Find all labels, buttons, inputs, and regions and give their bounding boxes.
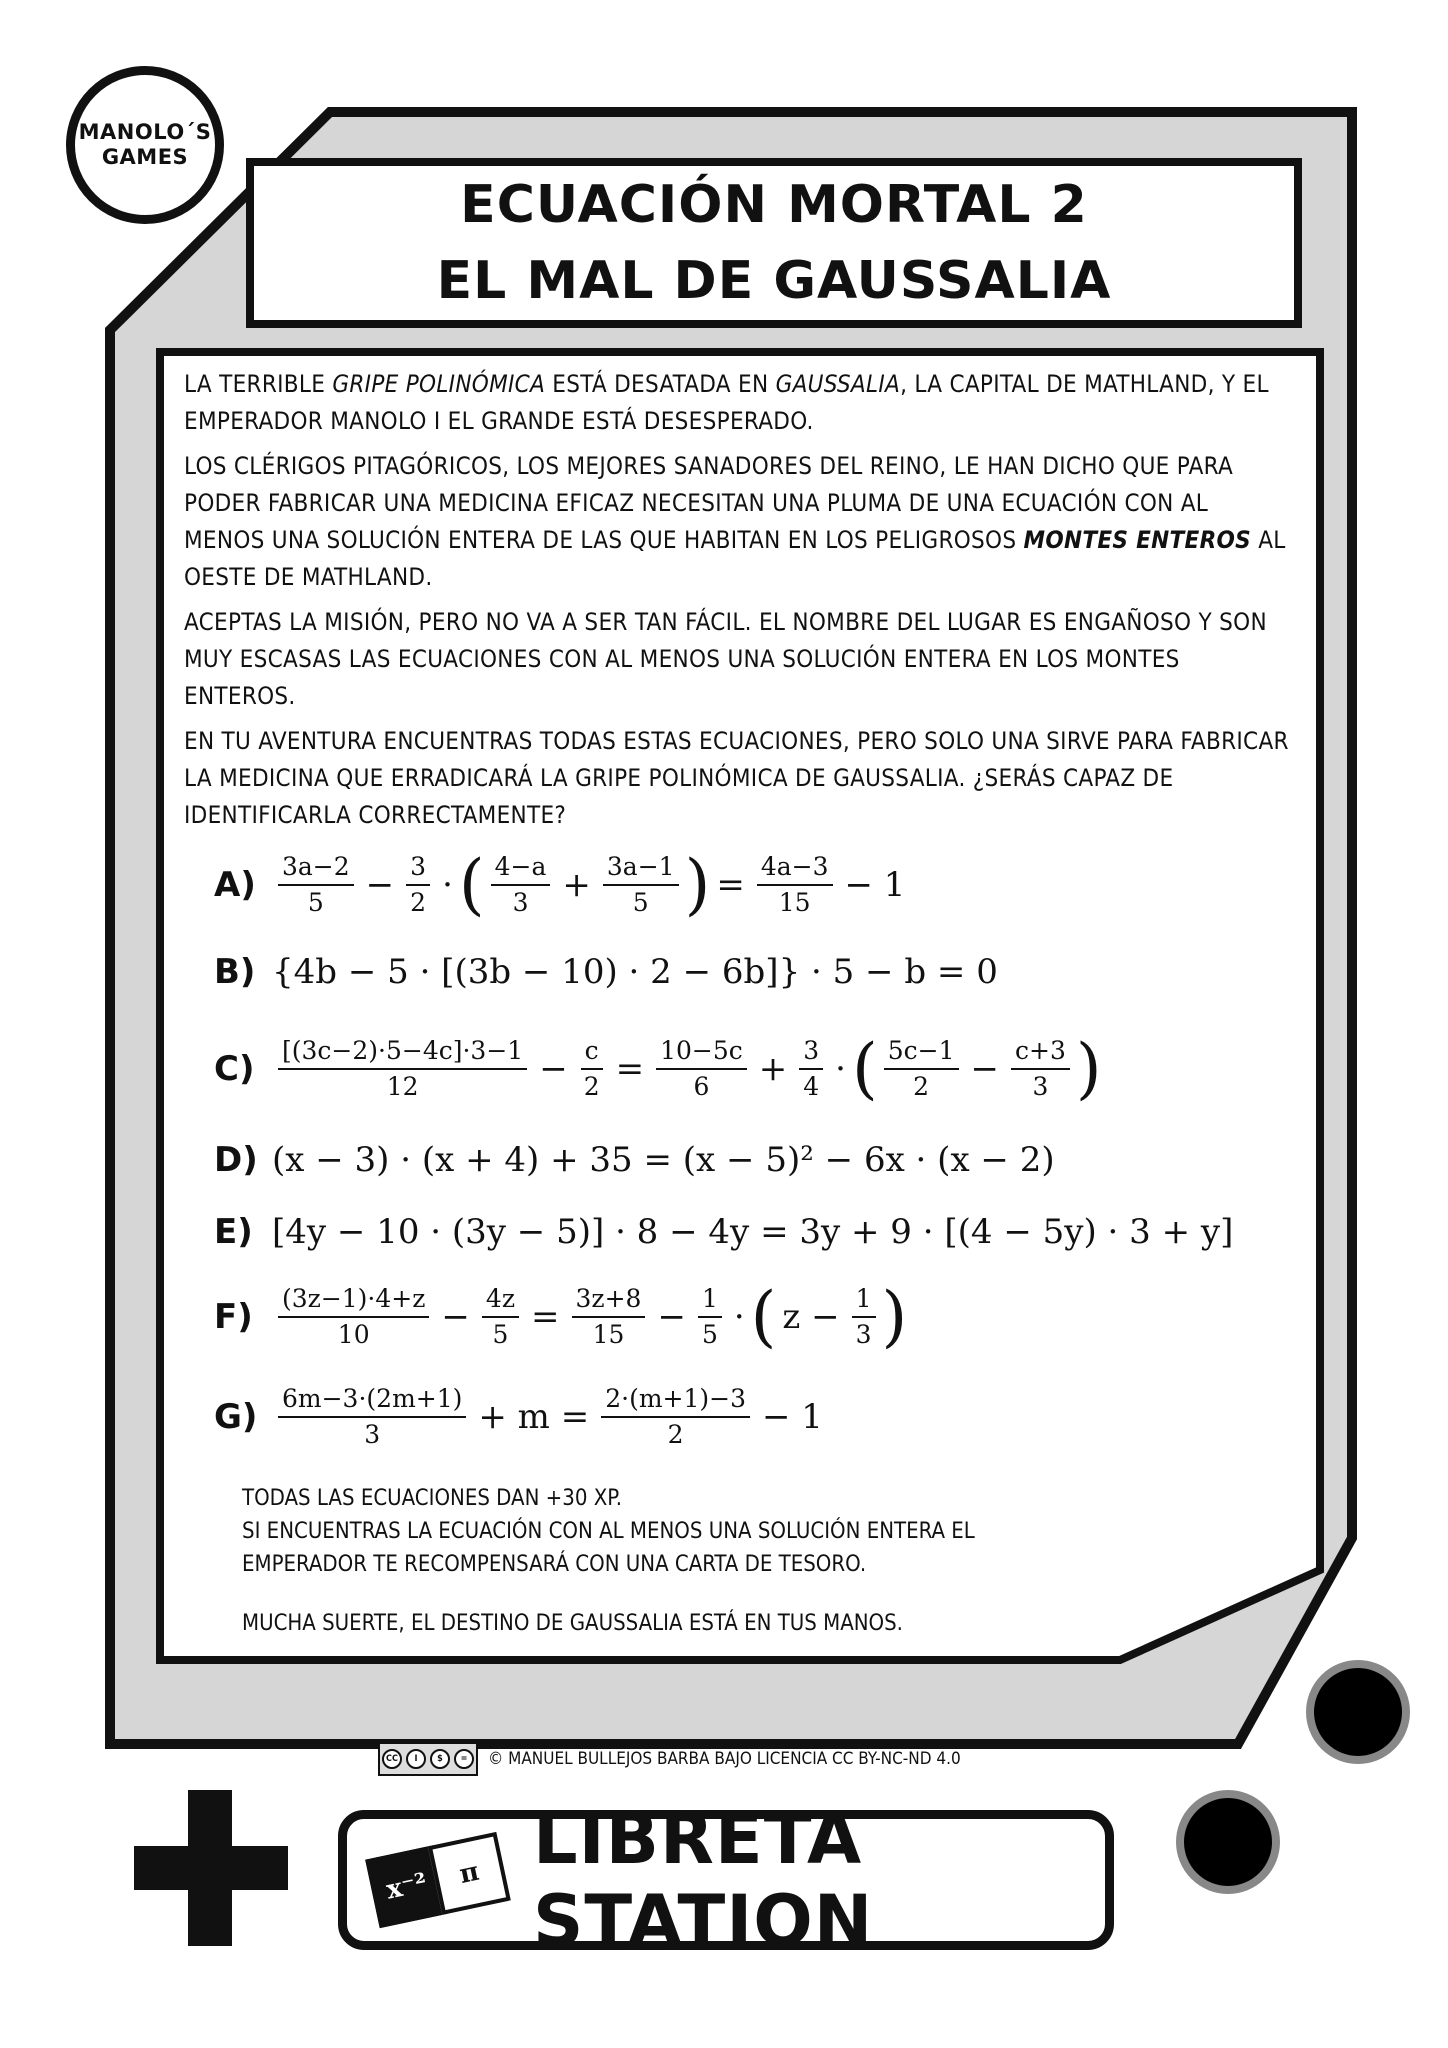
equation-e: E) [4y − 10 · (3y − 5)] · 8 − 4y = 3y + 9 · [(4 − 5y) · 3 + y] xyxy=(214,1212,1234,1252)
title-box xyxy=(246,158,1302,328)
dice-icon-2: π xyxy=(428,1832,511,1915)
manolos-games-logo xyxy=(66,66,224,224)
libreta-station-title: LIBRETA STATION xyxy=(533,1798,874,1962)
equation-d: D) (x − 3) · (x + 4) + 35 = (x − 5)² − 6x · (x − 2) xyxy=(214,1140,1055,1180)
note-reward: SI ENCUENTRAS LA ECUACIÓN CON AL MENOS UNA SOLUCIÓN ENTERA EL EMPERADOR TE RECOMPENSARÁ CON UNA CARTA DE TESORO. xyxy=(242,1519,975,1577)
logo-line-1: MANOLO´S xyxy=(78,120,212,144)
license-text: © MANUEL BULLEJOS BARBA BAJO LICENCIA CC BY-NC-ND 4.0 xyxy=(488,1749,961,1769)
story-paragraph-2: LOS CLÉRIGOS PITAGÓRICOS, LOS MEJORES SANADORES DEL REINO, LE HAN DICHO QUE PARA PODER FABRICAR UNA MEDICINA EFICAZ NECESITAN UNA PLUMA DE UNA ECUACIÓN CON AL MENOS UNA SOLUCIÓN ENTERA DE LAS QUE HABITAN EN LOS PELIGROSOS MONTES ENTEROS AL OESTE DE MATHLAND. xyxy=(184,452,1286,591)
story-paragraph-3: ACEPTAS LA MISIÓN, PERO NO VA A SER TAN FÁCIL. EL NOMBRE DEL LUGAR ES ENGAÑOSO Y SON MUY ESCASAS LAS ECUACIONES CON AL MENOS UNA SOLUCIÓN ENTERA EN LOS MONTES ENTEROS. xyxy=(184,608,1267,710)
logo-line-2: GAMES xyxy=(101,145,189,169)
content-box xyxy=(160,352,1320,1660)
note-luck: MUCHA SUERTE, EL DESTINO DE GAUSSALIA ESTÁ EN TUS MANOS. xyxy=(242,1611,903,1636)
equation-g: G) $\frac{6m-3\cdot(2m+1)}{3}$ + m = $\frac{2\cdot(m+1)-3}{2}$ − 1 xyxy=(214,1384,823,1449)
license-line xyxy=(378,1742,961,1776)
equation-a: A) $\frac{3a-2}{5}$ − $\frac{3}{2}$ · ( $\frac{4-a}{3}$ + $\frac{3a-1}{5}$ ) = $\frac{4a-3}{15}$ − 1 xyxy=(214,846,906,923)
story-text xyxy=(184,366,1294,842)
reward-notes xyxy=(242,1482,1102,1640)
story-paragraph-4: EN TU AVENTURA ENCUENTRAS TODAS ESTAS ECUACIONES, PERO SOLO UNA SIRVE PARA FABRICAR LA MEDICINA QUE ERRADICARÁ LA GRIPE POLINÓMICA DE GAUSSALIA. ¿SERÁS CAPAZ DE IDENTIFICARLA CORRECTAMENTE? xyxy=(184,727,1289,829)
cc-license-icon: CC I $ = xyxy=(378,1742,478,1776)
equation-f: F) $\frac{(3z-1)\cdot 4+z}{10}$ − $\frac{4z}{5}$ = $\frac{3z+8}{15}$ − $\frac{1}{5}$ · ( z − $\frac{1}{3}$ ) xyxy=(214,1278,908,1355)
title-line-1: ECUACIÓN MORTAL 2 xyxy=(460,175,1088,235)
title-line-2: EL MAL DE GAUSSALIA xyxy=(436,251,1112,311)
equation-c: C) $\frac{[(3c-2)\cdot 5-4c]\cdot 3-1}{12}$ − $\frac{c}{2}$ = $\frac{10-5c}{6}$ + $\frac{3}{4}$ · ( $\frac{5c-1}{2}$ − $\frac{c+3}{3}$ ) xyxy=(214,1030,1102,1107)
dice-icon: x⁻² xyxy=(365,1845,448,1928)
note-xp: TODAS LAS ECUACIONES DAN +30 XP. xyxy=(242,1486,623,1511)
story-paragraph-1: LA TERRIBLE GRIPE POLINÓMICA ESTÁ DESATADA EN GAUSSALIA, LA CAPITAL DE MATHLAND, Y EL EMPERADOR MANOLO I EL GRANDE ESTÁ DESESPERADO. xyxy=(184,370,1269,435)
equation-b: B) {4b − 5 · [(3b − 10) · 2 − 6b]} · 5 − b = 0 xyxy=(214,952,998,992)
